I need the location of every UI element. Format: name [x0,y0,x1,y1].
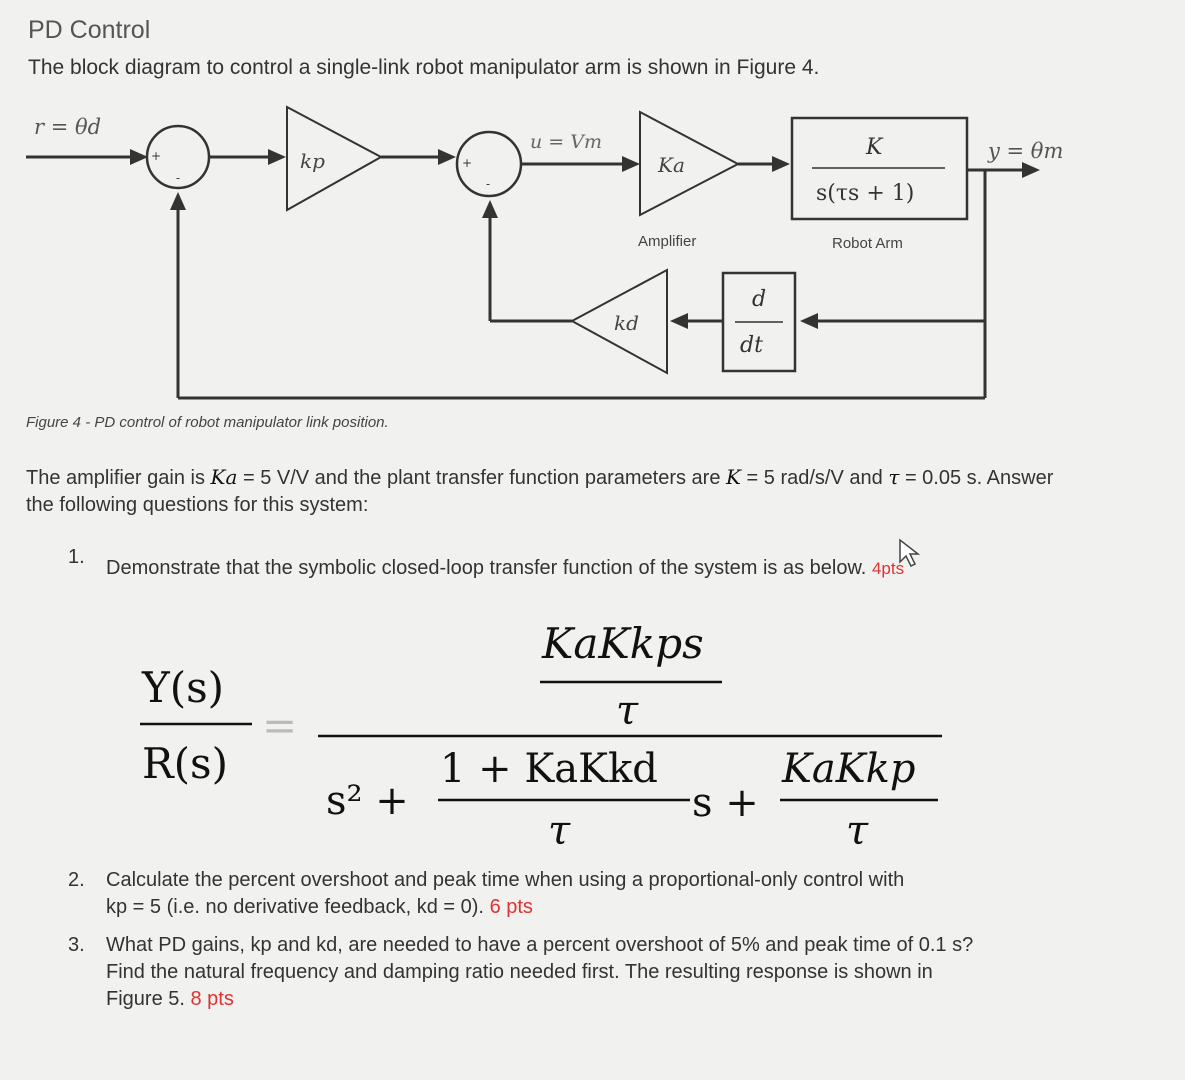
kp-label: kp [300,149,325,173]
arrowhead [1022,162,1040,178]
s-squared-term: s² + [326,778,409,824]
lhs-denominator: R(s) [142,739,228,788]
kd-label: kd [614,311,639,335]
params-text-3: = 5 rad/s/V and [740,467,889,489]
parameters-paragraph [26,464,1066,519]
question-1 [68,544,932,582]
figure-caption: Figure 4 - PD control of robot manipulator link position. [26,414,389,431]
intro-text: The block diagram to control a single-link robot manipulator arm is shown in Figure 4. [28,56,820,79]
control-label: u = Vm [530,131,602,153]
question-text-line-2: Find the natural frequency and damping ratio needed first. The resulting response is shown in [106,961,933,983]
arrowhead [670,313,688,329]
s-term: s + [692,780,759,826]
arrowhead [800,313,818,329]
last-numerator: KaKkp [782,746,916,792]
arrowhead [482,200,498,218]
question-text-line-1: Calculate the percent overshoot and peak time when using a proportional-only control with [106,869,905,891]
arrowhead [170,192,186,210]
page-heading: PD Control [28,16,151,44]
points-badge: 6 pts [489,896,533,918]
question-3 [68,932,974,1013]
params-ka: Ka [210,465,238,489]
derivative-numerator: d [752,287,767,312]
ka-label: Ka [658,153,685,177]
input-label: r = θd [34,115,102,139]
middle-numerator: 1 + KaKkd [440,746,658,792]
sum1-plus: + [151,149,162,163]
cursor-icon [898,538,920,576]
question-text: Demonstrate that the symbolic closed-loop transfer function of the system is as below. [106,557,867,579]
question-number: 2. [68,869,85,891]
plant-denominator: s(τs + 1) [816,181,915,206]
sum2-plus: + [462,156,473,170]
arrowhead [438,149,456,165]
top-denominator: τ [616,688,639,734]
points-badge: 8 pts [190,988,234,1010]
question-text-line-2: kp = 5 (i.e. no derivative feedback, kd = 0). 6 pts [106,896,533,918]
lhs-numerator: Y(s) [142,663,225,712]
sum1-minus: - [176,171,181,185]
question-text-line-1: What PD gains, kp and kd, are needed to have a percent overshoot of 5% and peak time of 0.1 s? [106,934,974,956]
params-tau: τ [888,465,900,489]
last-denominator: τ [846,808,869,854]
block-diagram [0,0,1185,410]
output-label: y = θm [988,139,1064,163]
amplifier-caption: Amplifier [638,233,697,250]
robot-arm-caption: Robot Arm [832,235,903,252]
transfer-function-equation [0,600,1185,860]
plant-numerator: K [866,135,883,160]
points-badge: 4pts [871,559,905,578]
top-numerator: KaKkps [542,619,704,668]
params-text-1: The amplifier gain is [26,467,211,489]
params-k: K [726,465,741,489]
ka-amplifier-block [640,112,738,215]
question-number: 3. [68,934,85,956]
params-text-4: = 0.05 s. Answer the following questions for this system: [26,467,1054,516]
question-number: 1. [68,546,85,568]
sum2-minus: - [486,177,491,191]
equals-sign: = [262,701,298,750]
arrowhead [268,149,286,165]
params-text-2: = 5 V/V and the plant transfer function parameters are [237,467,727,489]
arrowhead [622,156,640,172]
question-2 [68,867,905,921]
derivative-denominator: dt [740,333,763,358]
arrowhead [772,156,790,172]
question-text-line-3: Figure 5. 8 pts [106,988,234,1010]
arrowhead [130,149,148,165]
middle-denominator: τ [548,808,571,854]
